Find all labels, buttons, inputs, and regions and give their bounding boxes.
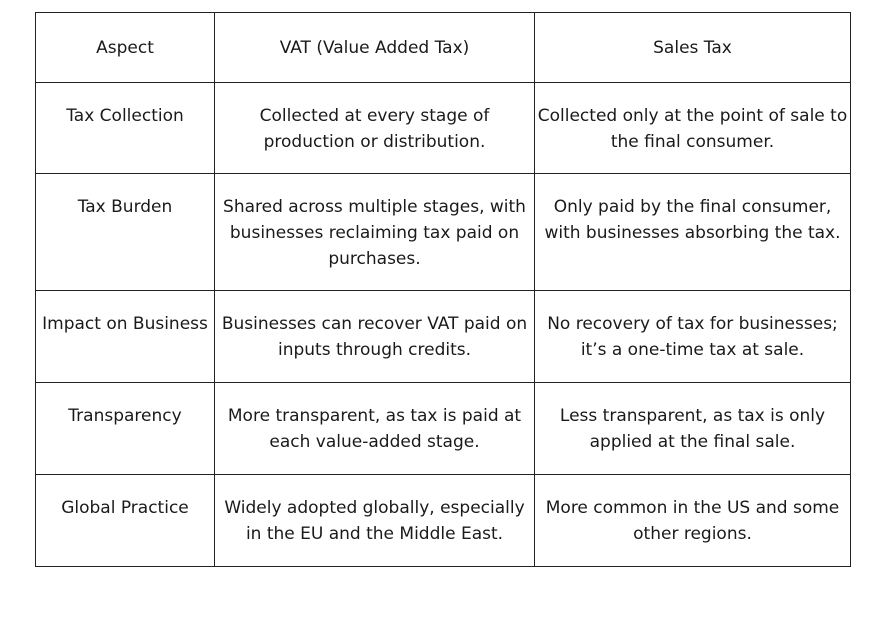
table-row <box>36 174 851 291</box>
cell-vat: Shared across multiple stages, with businesses reclaiming tax paid on purchases. <box>215 174 535 291</box>
cell-vat: Collected at every stage of production or distribution. <box>215 83 535 174</box>
cell-aspect: Impact on Business <box>36 291 215 383</box>
cell-sales-tax: Less transparent, as tax is only applied at the final sale. <box>535 383 851 475</box>
cell-vat: Businesses can recover VAT paid on inputs through credits. <box>215 291 535 383</box>
cell-vat: More transparent, as tax is paid at each value-added stage. <box>215 383 535 475</box>
header-aspect: Aspect <box>36 13 215 83</box>
table-row <box>36 475 851 567</box>
table-row <box>36 291 851 383</box>
cell-aspect: Tax Collection <box>36 83 215 174</box>
cell-aspect: Transparency <box>36 383 215 475</box>
header-sales-tax: Sales Tax <box>535 13 851 83</box>
cell-aspect: Tax Burden <box>36 174 215 291</box>
cell-sales-tax: No recovery of tax for businesses; it’s a one-time tax at sale. <box>535 291 851 383</box>
cell-sales-tax: Only paid by the final consumer, with businesses absorbing the tax. <box>535 174 851 291</box>
cell-vat: Widely adopted globally, especially in the EU and the Middle East. <box>215 475 535 567</box>
cell-sales-tax: More common in the US and some other regions. <box>535 475 851 567</box>
header-row <box>36 13 851 83</box>
cell-aspect: Global Practice <box>36 475 215 567</box>
header-vat: VAT (Value Added Tax) <box>215 13 535 83</box>
table-row <box>36 383 851 475</box>
comparison-table <box>35 12 851 567</box>
cell-sales-tax: Collected only at the point of sale to the final consumer. <box>535 83 851 174</box>
table-row <box>36 83 851 174</box>
